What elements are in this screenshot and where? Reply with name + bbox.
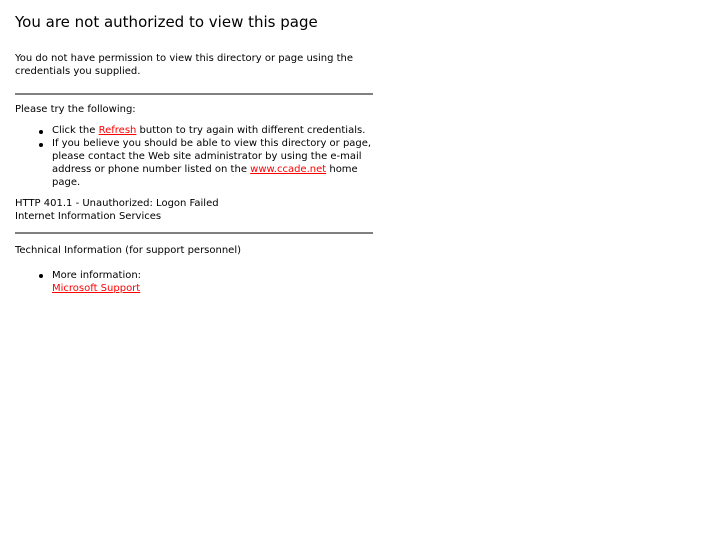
page-title: You are not authorized to view this page [15, 13, 318, 31]
server-name-line: Internet Information Services [15, 211, 162, 223]
contact-text-before: If you believe you should be able to view this directory or page, please contact the Web site administrator by using the e-mail address or phone number listed on the [52, 138, 372, 175]
try-heading: Please try the following: [15, 103, 136, 115]
permission-message: You do not have permission to view this directory or page using the credentials you supplied. [15, 53, 354, 77]
list-item-contact [15, 138, 373, 189]
refresh-text-after: button to try again with different credentials. [136, 125, 366, 137]
tech-info-list [15, 270, 373, 296]
refresh-link[interactable]: Refresh [98, 125, 137, 137]
divider [15, 232, 373, 234]
status-block [15, 198, 373, 224]
http-status-line: HTTP 401.1 - Unauthorized: Logon Failed [15, 198, 219, 210]
error-content [15, 12, 373, 295]
site-home-link[interactable]: www.ccade.net [250, 163, 327, 175]
refresh-text-before: Click the [52, 125, 99, 137]
divider [15, 93, 373, 95]
suggestion-list [15, 125, 373, 189]
tech-info-heading: Technical Information (for support personnel) [15, 244, 242, 256]
more-info-label: More information: [52, 269, 142, 281]
contact-text-after: home page. [52, 163, 358, 188]
list-item-refresh [15, 125, 373, 138]
list-item-more-info [15, 270, 373, 296]
microsoft-support-link[interactable]: Microsoft Support [52, 282, 141, 294]
